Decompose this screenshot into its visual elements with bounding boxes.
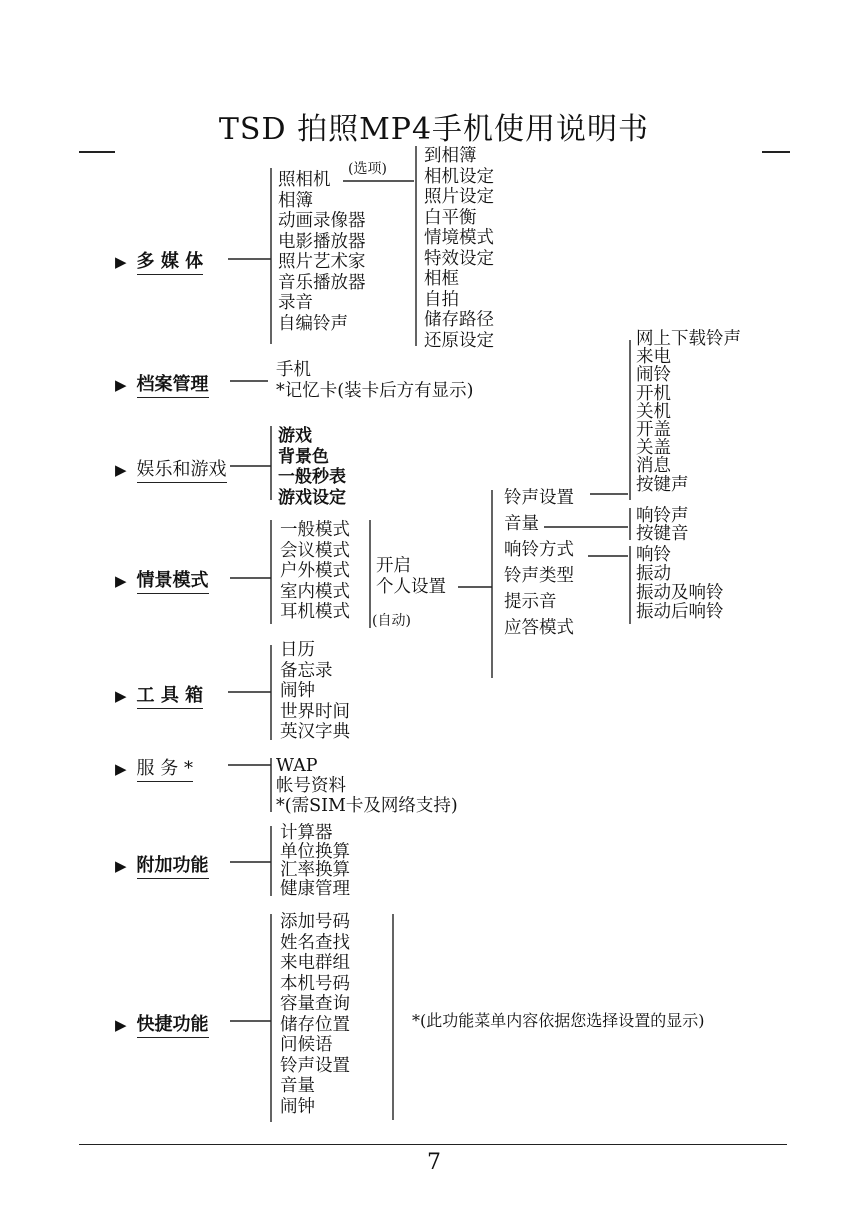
camera-options: 到相簿 相机设定 照片设定 白平衡 情境模式 特效设定 相框 自拍 储存路径 还原设定 (424, 146, 494, 351)
extras-items: 计算器 单位换算 汇率换算 健康管理 (280, 823, 350, 899)
shortcuts-items: 添加号码 姓名查找 来电群组 本机号码 容量查询 储存位置 问候语 铃声设置 音量 闹钟 (280, 912, 350, 1117)
category-shortcuts: ▶ 快捷功能 (115, 1010, 209, 1038)
category-games: ▶ 娱乐和游戏 (115, 455, 227, 483)
category-files: ▶ 档案管理 (115, 370, 209, 398)
profile-actions: 开启 个人设置 (376, 556, 446, 597)
shortcuts-note: *(此功能菜单内容依据您选择设置的显示) (412, 1011, 705, 1030)
category-services: ▶ 服 务 * (115, 754, 193, 782)
triangle-icon: ▶ (115, 461, 127, 479)
category-extras: ▶ 附加功能 (115, 851, 209, 879)
multimedia-items: 照相机 相簿 动画录像器 电影播放器 照片艺术家 音乐播放器 录音 自编铃声 (278, 170, 366, 334)
triangle-icon: ▶ (115, 253, 127, 271)
triangle-icon: ▶ (115, 376, 127, 394)
triangle-icon: ▶ (115, 760, 127, 778)
volume-options: 响铃声 按键音 (636, 506, 689, 545)
category-tools: ▶ 工 具 箱 (115, 681, 203, 709)
services-items: WAP 帐号资料 *(需SIM卡及网络支持) (276, 756, 458, 816)
page-number: 7 (427, 1150, 441, 1175)
profile-settings: 铃声设置 音量 响铃方式 铃声类型 提示音 应答模式 (504, 488, 574, 638)
triangle-icon: ▶ (115, 857, 127, 875)
footer-rule (79, 1144, 787, 1145)
page-title: TSD 拍照MP4手机使用说明书 (218, 112, 650, 147)
tools-items: 日历 备忘录 闹钟 世界时间 英汉字典 (280, 640, 350, 742)
triangle-icon: ▶ (115, 572, 127, 590)
auto-label: (自动) (372, 613, 411, 629)
files-items: 手机 *记忆卡(装卡后方有显示) (276, 360, 474, 401)
triangle-icon: ▶ (115, 687, 127, 705)
category-multimedia: ▶ 多 媒 体 (115, 247, 203, 275)
triangle-icon: ▶ (115, 1016, 127, 1034)
option-label: (选项) (348, 161, 387, 177)
profile-modes: 一般模式 会议模式 户外模式 室内模式 耳机模式 (280, 520, 350, 622)
games-items: 游戏 背景色 一般秒表 游戏设定 (278, 426, 346, 508)
category-profiles: ▶ 情景模式 (115, 566, 209, 594)
ringtone-options: 网上下载铃声 来电 闹铃 开机 关机 开盖 关盖 消息 按键声 (636, 329, 741, 495)
ring-type-options: 响铃 振动 振动及响铃 振动后响铃 (636, 545, 724, 622)
